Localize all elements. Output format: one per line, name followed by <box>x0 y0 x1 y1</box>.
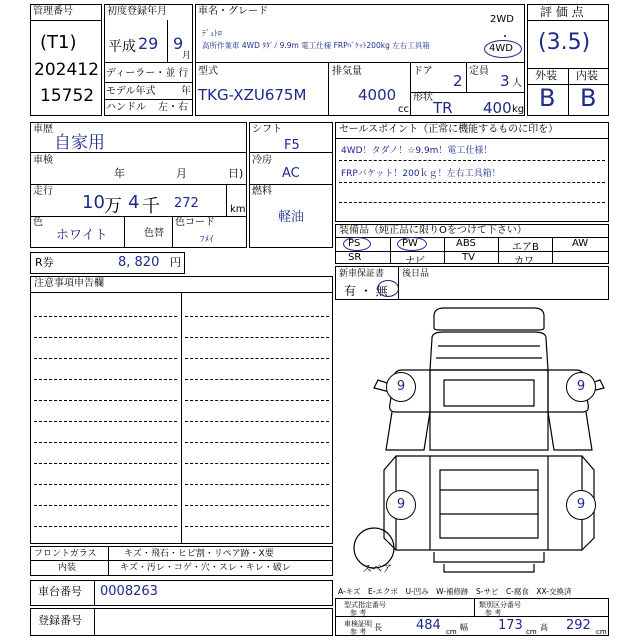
drive-4wd: 4WD <box>489 43 513 54</box>
handle-label: ハンドル <box>106 102 146 113</box>
color-label: 色 <box>33 217 43 228</box>
spec-ref-1: 参 考 <box>350 609 367 617</box>
length-value: 484 <box>416 618 441 633</box>
spare-label: スペア <box>362 564 392 575</box>
load-value: 400 <box>483 99 512 117</box>
mgmt-label: 管理番号 <box>33 6 73 17</box>
note-line <box>34 442 177 443</box>
reg-month: 9 <box>173 34 184 53</box>
shape-label: 形状 <box>413 92 433 103</box>
equip-label: 装備品（純正品に限りOをつけて下さい） <box>339 225 527 236</box>
reg-label: 初度登録年月 <box>107 6 167 17</box>
note-line <box>185 379 329 380</box>
mileage-man: 10 <box>82 192 105 213</box>
color-change-label: 色替 <box>144 228 164 239</box>
note-line <box>34 337 177 338</box>
note-line <box>34 379 177 380</box>
selling-label: セールスポイント（正常に機能するものに印を） <box>339 124 559 135</box>
door-label: ドア <box>413 66 433 77</box>
color-value: ホワイト <box>56 228 108 243</box>
reg-month-unit: 月 <box>182 51 192 61</box>
spec-ref-2: 参 考 <box>485 609 502 617</box>
mileage-unit: km <box>230 204 246 215</box>
registration-label: 登録番号 <box>38 614 82 627</box>
handle-value: 左・右 <box>158 102 188 113</box>
spec-number-label: 型式指定番号 <box>344 601 386 609</box>
note-line <box>185 442 329 443</box>
interior-row-value: キズ・汚レ・コゲ・穴・スレ・キレ・破レ <box>120 563 291 573</box>
post-install-label: 後日品 <box>402 269 430 279</box>
recycle-unit: 円 <box>170 256 181 269</box>
interior-value: B <box>580 84 597 112</box>
name-line2: 高所作業車 4WD ﾀﾀﾞﾉ 9.9m 電工仕様 FRPﾊﾞｹｯﾄ200kg 左右工具箱 <box>202 41 430 50</box>
fuel-label: 燃料 <box>252 186 272 197</box>
note-line <box>185 358 329 359</box>
equip-r2-c1: SR <box>348 252 362 263</box>
note-line <box>185 463 329 464</box>
note-line <box>185 505 329 506</box>
note-line <box>34 316 177 317</box>
warranty-label: 新車保証書 <box>339 269 385 279</box>
door-value: 2 <box>453 72 463 90</box>
tire-circle <box>566 372 596 402</box>
shaken-day-unit: 日) <box>228 167 244 180</box>
recycle-label: R券 <box>35 256 54 269</box>
displacement-unit: cc <box>398 104 409 115</box>
exterior-label: 外装 <box>535 69 557 82</box>
reg-era: 平成 <box>108 39 136 55</box>
tire-circle <box>386 372 416 402</box>
shaken-month-unit: 月 <box>176 167 187 180</box>
note-line <box>185 400 329 401</box>
mileage-label: 走行 <box>33 186 53 197</box>
name-label: 車名・グレード <box>198 6 268 17</box>
name-line1: ﾃﾞｭﾄﾛ <box>202 29 222 38</box>
equip-r2-c2: ナビ <box>405 256 425 267</box>
spec-ref-3: 参 考 <box>350 628 367 636</box>
note-line <box>34 526 177 527</box>
exterior-value: B <box>539 84 556 112</box>
grade-label: 評 価 点 <box>540 5 584 19</box>
mgmt-code: (T1) <box>40 32 77 53</box>
usage-label: 車歴 <box>33 124 53 135</box>
capacity-label: 定員 <box>469 66 489 77</box>
note-line <box>34 421 177 422</box>
width-cm: cm <box>526 628 537 636</box>
note-line <box>185 421 329 422</box>
notes-label: 注意事項申告欄 <box>34 278 104 289</box>
model-year-label: モデル年式 <box>106 86 156 97</box>
width-value: 173 <box>498 618 523 633</box>
warranty-circle <box>377 280 399 297</box>
shaken-label: 車検 <box>33 155 53 166</box>
front-glass-label: フロントガラス <box>34 549 97 559</box>
class-number-label: 類別区分番号 <box>479 601 521 609</box>
capacity-value: 3 <box>500 72 510 90</box>
warranty-value: 有 ・ 無 <box>344 284 388 298</box>
recycle-value: 8, 820 <box>118 255 160 270</box>
note-line <box>34 505 177 506</box>
equip-r1-c2: PW <box>402 238 418 249</box>
mgmt-number-2: 15752 <box>40 86 95 106</box>
selling-line2: FRPバケット！200ｋｇ！左右工具箱！ <box>341 169 501 179</box>
note-line <box>185 526 329 527</box>
note-line <box>185 484 329 485</box>
chassis-value: 0008263 <box>100 584 158 599</box>
usage-value: 自家用 <box>54 133 105 153</box>
displacement-label: 排気量 <box>332 66 362 77</box>
aircon-label: 冷房 <box>252 155 272 166</box>
displacement-value: 4000 <box>358 86 397 104</box>
width-letter: 幅 <box>460 623 468 632</box>
height-letter: 高 <box>540 623 548 632</box>
note-line <box>185 316 329 317</box>
note-line <box>34 463 177 464</box>
mileage-extra: 272 <box>174 196 199 211</box>
damage-legend: A-キズ E-エクボ U-凹み W-補修跡 S-サビ C-腐食 XX-交換済 <box>338 587 572 596</box>
aircon-value: AC <box>282 166 300 181</box>
length-letter: 長 <box>374 623 382 632</box>
interior-row-label: 内装 <box>58 563 77 573</box>
shape-value: TR <box>433 99 453 117</box>
reg-year: 29 <box>138 34 159 53</box>
note-line <box>185 337 329 338</box>
drive-dot: ・ <box>500 32 510 43</box>
equip-r1-c4: エアB <box>512 242 539 253</box>
mgmt-number-1: 202412 <box>34 60 99 80</box>
model-year-unit: 年 <box>181 86 191 97</box>
note-line <box>34 400 177 401</box>
color-code-label: 色コード <box>175 217 215 228</box>
length-cm: cm <box>446 628 457 636</box>
interior-label: 内装 <box>576 69 598 82</box>
equip-r1-c5: AW <box>572 238 589 249</box>
equip-r2-c4: カワ <box>514 256 534 267</box>
shift-label: シフト <box>252 124 282 135</box>
color-code-value: ﾌﾒｲ <box>200 235 214 245</box>
fuel-value: 軽油 <box>278 210 305 225</box>
load-unit: kg <box>512 104 525 115</box>
chassis-label: 車台番号 <box>38 585 82 598</box>
model-label: 型式 <box>198 66 218 77</box>
equip-r1-c1: PS <box>348 238 361 249</box>
mileage-sen: 4 <box>128 192 140 213</box>
height-cm: cm <box>596 628 607 636</box>
shaken-year-unit: 年 <box>114 167 125 180</box>
tire-value: 9 <box>576 379 586 394</box>
length-cert-label: 車検証明 <box>344 620 372 628</box>
vehicle-damage-diagram <box>334 300 609 585</box>
equip-r1-c3: ABS <box>456 238 476 249</box>
selling-line1: 4WD！タダノ！☆9.9m！電工仕様！ <box>341 146 493 156</box>
mileage-sen-unit: 千 <box>142 196 160 217</box>
tire-circle <box>566 490 596 520</box>
front-glass-value: キズ・飛石・ヒビ割・リペア跡・X要 <box>124 549 274 559</box>
tire-value: 9 <box>576 497 586 512</box>
dealer-label: ディーラー・並 行 <box>106 68 189 79</box>
drive-2wd: 2WD <box>490 14 514 25</box>
note-line <box>34 358 177 359</box>
height-value: 292 <box>566 618 591 633</box>
tire-value: 9 <box>396 497 406 512</box>
equip-r2-c3: TV <box>462 252 475 263</box>
mileage-man-unit: 万 <box>104 196 122 217</box>
note-line <box>34 484 177 485</box>
tire-value: 9 <box>396 379 406 394</box>
tire-circle <box>386 490 416 520</box>
shift-value: F5 <box>284 138 300 153</box>
grade-value: (3.5) <box>538 30 591 55</box>
capacity-unit: 人 <box>512 78 522 89</box>
model-value: TKG-XZU675M <box>198 86 307 104</box>
